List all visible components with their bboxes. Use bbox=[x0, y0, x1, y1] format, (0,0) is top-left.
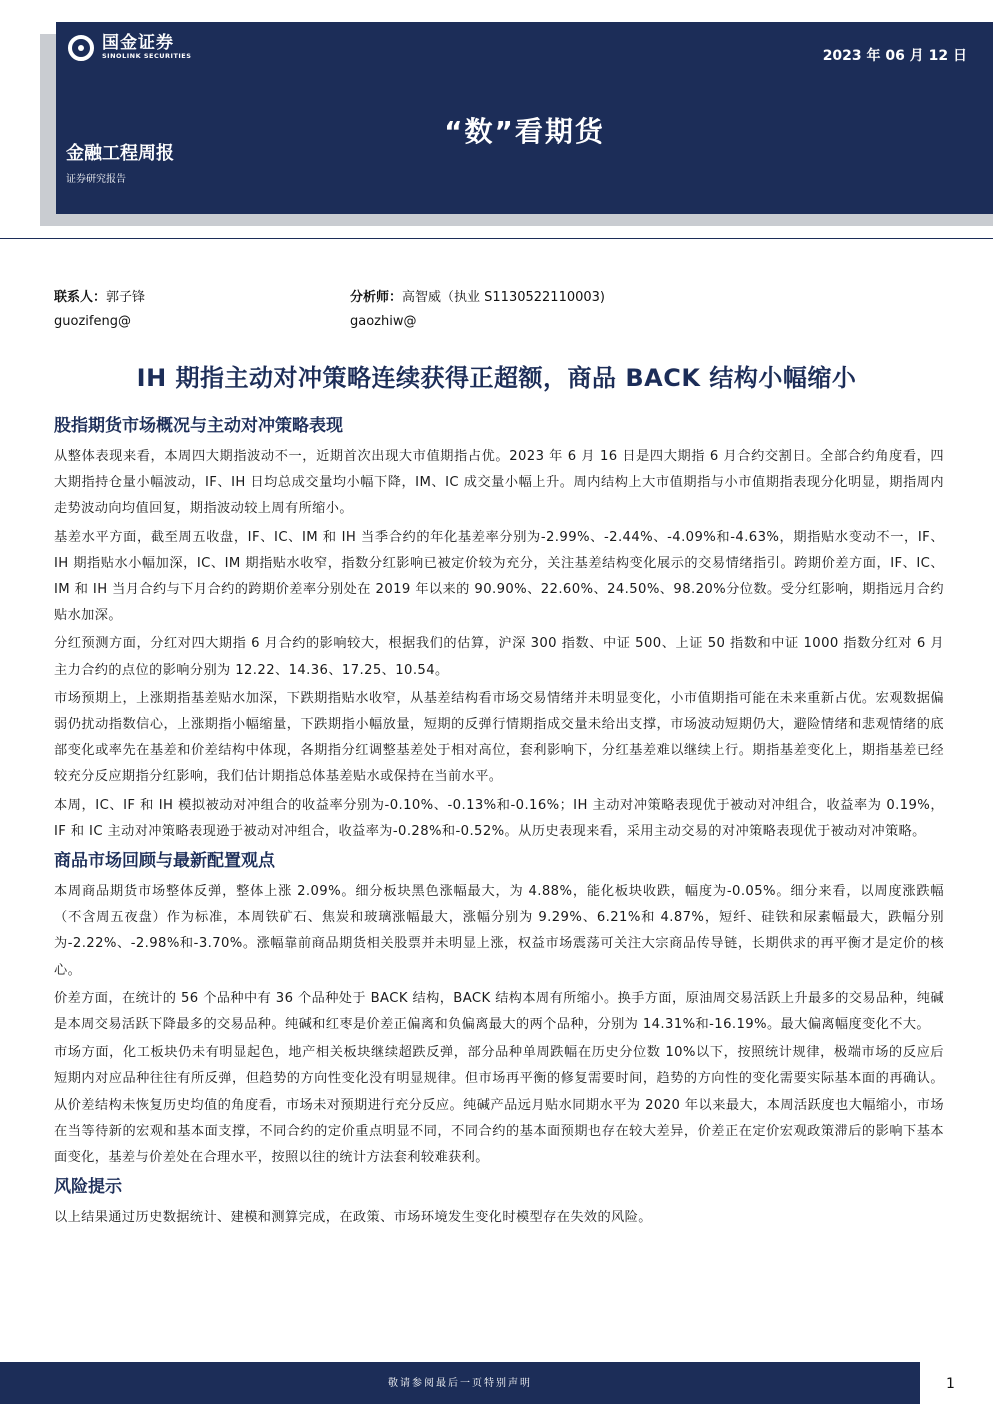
report-date: 2023 年 06 月 12 日 bbox=[822, 48, 967, 64]
paragraph: 市场方面，化工板块仍未有明显起色，地产相关板块继续超跌反弹，部分品种单周跌幅在历史分位数 10%以下，按照统计规律，极端市场的反应后短期内对应品种往往有所反弹，但趋势的方向性变化没有明显规律。但市场再平衡的修复需要时间，趋势的方向性的变化需要实际基本面的再确认。从价差结构未恢复历史均值的角度看，市场未对预期进行充分反应。纯碱产品远月贴水同期水平为 2020 年以来最大，本周活跃度也大幅缩小，市场在当等待新的宏观和基本面支撑，不同合约的定价重点明显不同，不同合约的基本面预期也存在较大差异，价差正在定价宏观政策滞后的影响下基本面变化，基差与价差处在合理水平，按照以往的统计方法套利较难获利。 bbox=[54, 1045, 944, 1166]
logo-name-cn: 国金证券 bbox=[102, 33, 174, 53]
analyst bbox=[350, 286, 605, 305]
section-title: 股指期货市场概况与主动对冲策略表现 bbox=[54, 416, 343, 436]
logo-icon bbox=[68, 35, 94, 61]
footer-bar bbox=[0, 1362, 920, 1404]
section-commodities bbox=[54, 849, 944, 1171]
header-banner bbox=[56, 22, 993, 214]
analyst-email: gaozhiw@ bbox=[350, 314, 417, 329]
section-risk bbox=[54, 1175, 944, 1231]
paragraph: 分红预测方面，分红对四大期指 6 月合约的影响较大，根据我们的估算，沪深 300 指数、中证 500、上证 50 指数和中证 1000 指数分红对 6 月主力合约的点位的影响分别为 12.22、14.36、17.25、10.54。 bbox=[54, 636, 944, 678]
page-number: 1 bbox=[946, 1376, 955, 1392]
paragraph: 本周商品期货市场整体反弹，整体上涨 2.09%。细分板块黑色涨幅最大，为 4.88%，能化板块收跌，幅度为-0.05%。细分来看，以周度涨跌幅（不含周五夜盘）作为标准，本周铁矿石、焦炭和玻璃涨幅最大，涨幅分别为 9.29%、6.21%和 4.87%，短纤、硅铁和尿素幅最大，跌幅分别为-2.22%、-2.98%和-3.70%。涨幅靠前商品期货相关股票并未明显上涨，权益市场震荡可关注大宗商品传导链，长期供求的再平衡才是定价的核心。 bbox=[54, 884, 944, 978]
report-type: 金融工程周报 bbox=[66, 143, 174, 164]
section-title: 风险提示 bbox=[54, 1177, 122, 1198]
contact-email: guozifeng@ bbox=[54, 314, 131, 329]
paragraph: 基差水平方面，截至周五收盘，IF、IC、IM 和 IH 当季合约的年化基差率分别为-2.99%、-2.44%、-4.09%和-4.63%，期指贴水变动不一，IF、IH 期指贴水小幅加深，IC、IM 期指贴水收窄，指数分红影响已被定价较为充分，关注基差结构变化展示的交易情绪指引。跨期价差方面，IF、IC、IM 和 IH 当月合约与下月合约的跨期价差率分别处在 2019 年以来的 90.90%、22.60%、24.50%、98.20%分位数。受分红影响，期指远月合约贴水加深。 bbox=[54, 529, 944, 624]
analyst-label: 分析师： bbox=[350, 290, 403, 305]
header-divider bbox=[0, 238, 993, 239]
company-logo bbox=[68, 34, 191, 61]
report-subtype: 证券研究报告 bbox=[66, 174, 126, 185]
contact-name: 郭子锋 bbox=[106, 290, 146, 305]
report-headline: IH 期指主动对冲策略连续获得正超额，商品 BACK 结构小幅缩小 bbox=[136, 364, 857, 392]
paragraph: 价差方面，在统计的 56 个品种中有 36 个品种处于 BACK 结构，BACK 结构本周有所缩小。换手方面，原油周交易活跃上升最多的交易品种，纯碱是本周交易活跃下降最多的交易品种。纯碱和红枣是价差正偏离和负偏离最大的两个品种，分别为 14.31%和-16.19%。最大偏离幅度变化不大。 bbox=[54, 990, 944, 1033]
paragraph: 以上结果通过历史数据统计、建模和测算完成，在政策、市场环境发生变化时模型存在失效的风险。 bbox=[54, 1210, 652, 1226]
section-index-futures bbox=[54, 414, 944, 845]
report-body bbox=[54, 410, 944, 1233]
paragraph: 从整体表现来看，本周四大期指波动不一，近期首次出现大市值期指占优。2023 年 6 月 16 日是四大期指 6 月合约交割日。全部合约角度看，四大期指持仓量小幅波动，IF、IH 日均总成交量均小幅下降，IM、IC 成交量小幅上升。周内结构上大市值期指与小市值期指表现分化明显，期指周内走势波动向均值回复，期指波动较上周有所缩小。 bbox=[54, 449, 944, 517]
analyst-name: 高智威（执业 S1130522110003) bbox=[402, 290, 605, 305]
contact-label: 联系人： bbox=[54, 290, 107, 305]
paragraph: 本周，IC、IF 和 IH 模拟被动对冲组合的收益率分别为-0.10%、-0.13%和-0.16%；IH 主动对冲策略表现优于被动对冲组合，收益率为 0.19%，IF 和 IC 主动对冲策略表现逊于被动对冲组合，收益率为-0.28%和-0.52%。从历史表现来看，采用主动交易的对冲策略表现优于被动对冲策略。 bbox=[54, 797, 944, 839]
report-title: “数”看期货 bbox=[444, 115, 605, 148]
section-title: 商品市场回顾与最新配置观点 bbox=[54, 851, 275, 872]
logo-name-en: SINOLINK SECURITIES bbox=[102, 52, 192, 60]
contact-person bbox=[54, 286, 145, 305]
disclaimer-note: 敬请参阅最后一页特别声明 bbox=[388, 1378, 532, 1389]
paragraph: 市场预期上，上涨期指基差贴水加深，下跌期指贴水收窄，从基差结构看市场交易情绪并未明显变化，小市值期指可能在未来重新占优。宏观数据偏弱仍扰动指数信心，上涨期指小幅缩量，下跌期指小幅放量，短期的反弹行情期指成交量未给出支撑，市场波动短期仍大，避险情绪和悲观情绪的底部变化或率先在基差和价差结构中体现，各期指分红调整基差处于相对高位，套利影响下，分红基差难以继续上行。期指基差变化上，期指基差已经较充分反应期指分红影响，我们估计期指总体基差贴水或保持在当前水平。 bbox=[54, 690, 944, 785]
